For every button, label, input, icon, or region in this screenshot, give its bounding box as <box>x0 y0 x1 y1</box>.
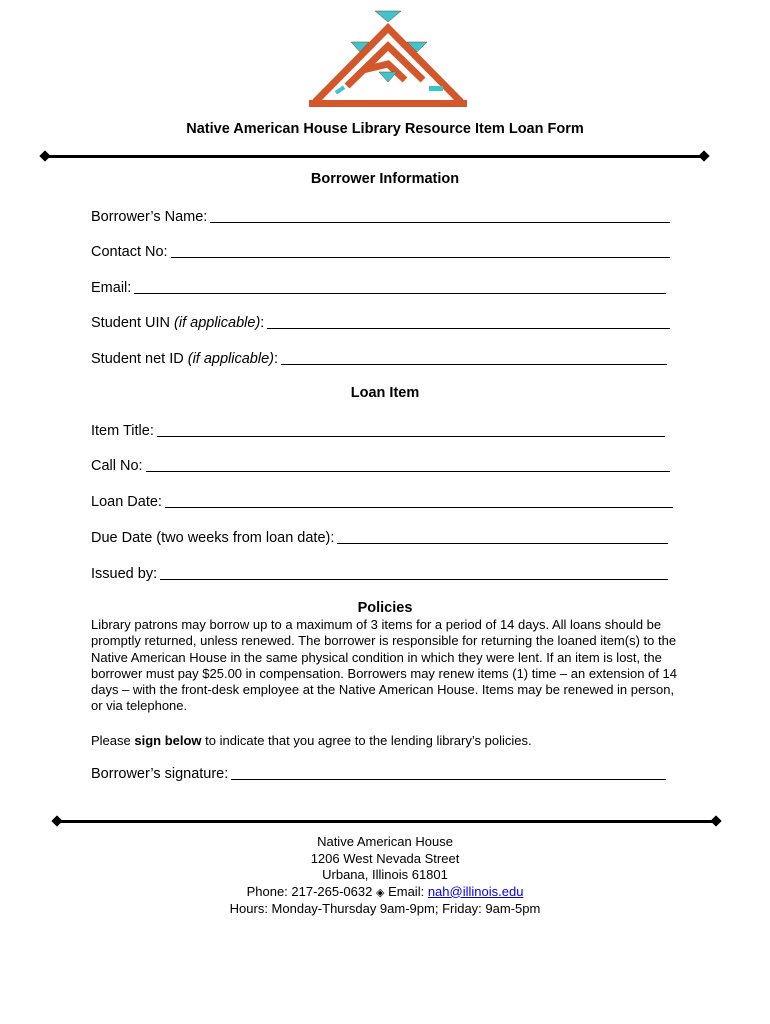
contact-no-line[interactable] <box>171 256 670 258</box>
agreement-instruction: Please sign below to indicate that you agree to the lending library’s policies. <box>91 733 532 748</box>
footer-city: Urbana, Illinois 61801 <box>322 867 448 882</box>
signature-label: Borrower’s signature: <box>91 766 229 782</box>
student-uin-field[interactable] <box>91 313 670 331</box>
item-title-line[interactable] <box>157 435 665 437</box>
student-uin-line[interactable] <box>267 327 670 329</box>
student-netid-label: Student net ID (if applicable): <box>91 351 279 367</box>
call-no-label: Call No: <box>91 458 143 474</box>
due-date-line[interactable] <box>337 542 668 544</box>
signature-line[interactable] <box>231 778 666 780</box>
email-label: Email: <box>91 280 132 296</box>
item-title-field[interactable] <box>91 421 665 439</box>
footer-street: 1206 West Nevada Street <box>310 850 460 866</box>
loan-date-field[interactable] <box>91 492 673 510</box>
footer-org: Native American House <box>317 834 453 849</box>
policies-heading: Policies <box>357 600 413 616</box>
footer-phone: Phone: 217-265-0632 <box>246 883 373 899</box>
item-title-label: Item Title: <box>91 423 154 439</box>
loan-date-line[interactable] <box>165 506 673 508</box>
footer-contact <box>0 834 770 918</box>
borrower-name-label: Borrower’s Name: <box>91 209 208 225</box>
bottom-divider <box>53 815 720 827</box>
issued-by-line[interactable] <box>160 578 668 580</box>
native-american-house-logo-icon <box>305 8 470 110</box>
contact-no-label: Contact No: <box>91 244 168 260</box>
call-no-line[interactable] <box>146 470 670 472</box>
student-netid-field[interactable] <box>91 349 667 367</box>
student-uin-label: Student UIN (if applicable): <box>91 315 265 331</box>
issued-by-field[interactable] <box>91 564 668 582</box>
footer-phone-email <box>0 884 770 902</box>
email-field[interactable] <box>91 278 666 296</box>
borrower-information-heading: Borrower Information <box>310 171 460 187</box>
contact-no-field[interactable] <box>91 242 670 260</box>
signature-field[interactable] <box>91 764 666 782</box>
borrower-name-field[interactable] <box>91 207 670 225</box>
footer-email-label: Email: <box>388 883 425 899</box>
due-date-field[interactable] <box>91 528 668 546</box>
form-title: Native American House Library Resource Item Loan Form <box>186 121 584 137</box>
due-date-label: Due Date (two weeks from loan date): <box>91 530 335 546</box>
loan-item-heading: Loan Item <box>350 385 420 401</box>
footer-hours: Hours: Monday-Thursday 9am-9pm; Friday: 9am-5pm <box>229 901 541 916</box>
student-netid-line[interactable] <box>281 363 667 365</box>
diamond-separator-icon: ◈ <box>375 886 385 899</box>
loan-date-label: Loan Date: <box>91 494 162 510</box>
top-divider <box>41 150 708 162</box>
issued-by-label: Issued by: <box>91 566 158 582</box>
email-line[interactable] <box>134 292 666 294</box>
borrower-name-line[interactable] <box>210 221 670 223</box>
policies-text: Library patrons may borrow up to a maximum of 3 items for a period of 14 days. All loans should be promptly returned, unless renewed. The borrower is responsible for returning the loaned item(s) to the Native American House in the same physical condition in which they were lent. If an item is lost, the borrower must pay $25.00 in compensation. Borrowers may renew items (1) time – an extension of 14 days – with the front-desk employee at the Native American House. Items may be renewed in person, or via telephone. <box>91 617 677 714</box>
footer-email-link[interactable]: nah@illinois.edu <box>427 883 524 899</box>
call-no-field[interactable] <box>91 456 670 474</box>
